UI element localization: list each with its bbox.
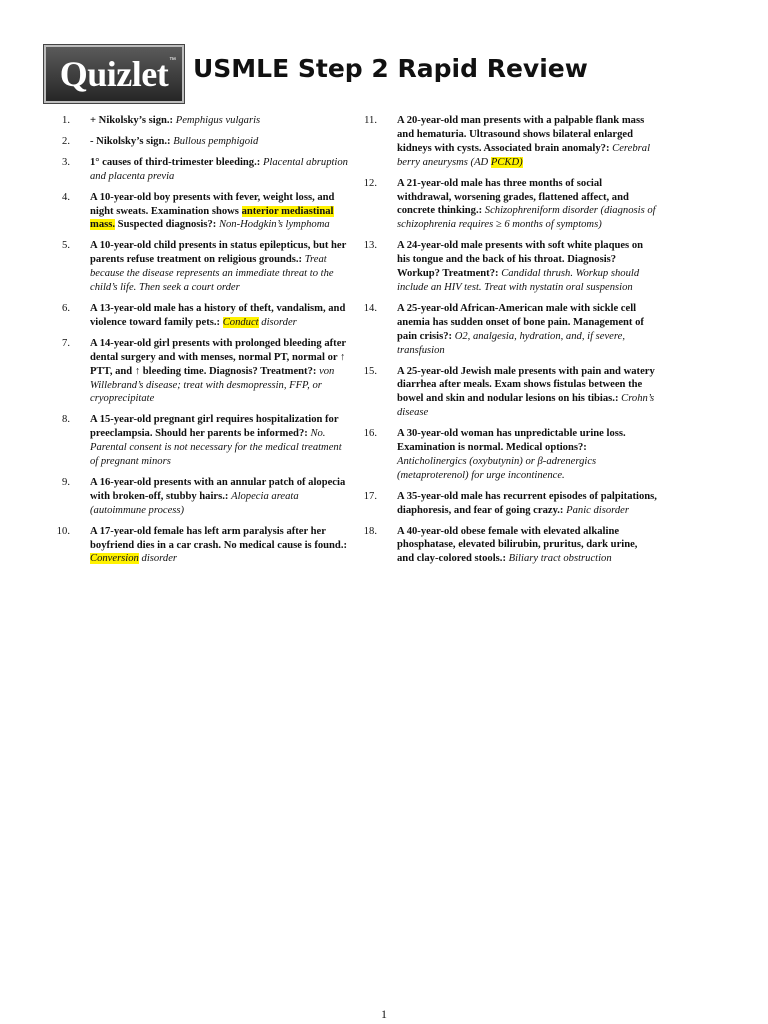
question: A 24-year-old male presents with soft white plaques on his tongue and the back of his throat. Diagnosis? Workup? Treatment?: <box>397 240 644 280</box>
answer: disorder <box>141 553 178 565</box>
question: A 17-year-old female has left arm paralysis after her boyfriend dies in a car crash. No medical cause is found.: <box>90 525 348 551</box>
item-number: 16. <box>363 428 377 440</box>
list-item <box>50 413 350 469</box>
quizlet-logo <box>44 45 184 103</box>
question: A 14-year-old girl presents with prolonged bleeding after dental surgery and with menses, normal PT, normal or ↑ PTT, and ↑ bleeding time. Diagnosis? Treatment?: <box>90 337 346 377</box>
item-number: 7. <box>62 337 70 349</box>
answer-highlight: PCKD) <box>490 156 523 168</box>
question: + Nikolsky’s sign.: <box>90 115 174 126</box>
logo-text: Quizlet <box>59 54 169 94</box>
answer: No. Parental consent is not necessary for the medical treatment of pregnant minors <box>90 428 342 468</box>
list-item <box>50 239 350 295</box>
list-item <box>50 476 350 518</box>
item-number: 11. <box>364 115 377 126</box>
item-number: 6. <box>62 302 70 314</box>
list-item <box>357 365 657 421</box>
question: A 25-year-old African-American male with sickle cell anemia has sudden onset of bone pain. Management of pain crisis?: <box>397 302 644 342</box>
list-item <box>50 156 350 184</box>
answer-highlight: Conduct <box>222 316 259 328</box>
answer: O2, analgesia, hydration, and, if severe, transfusion <box>397 330 625 356</box>
answer: von Willebrand’s disease; treat with desmopressin, FFP, or cryoprecipitate <box>90 365 335 405</box>
list-item <box>50 302 350 330</box>
question: 1° causes of third-trimester bleeding.: <box>90 156 261 168</box>
answer: Cerebral berry aneurysms (AD <box>397 142 651 168</box>
item-number: 3. <box>62 156 70 168</box>
list-item <box>357 177 657 233</box>
item-number: 10. <box>56 525 70 537</box>
answer: Treat because the disease represents an immediate threat to the child’s life. Then seek a court order <box>90 254 334 294</box>
answer: Anticholinergics (oxybutynin) or β-adrenergics (metaproterenol) for urge incontinence. <box>397 455 597 481</box>
list-item <box>50 114 350 128</box>
item-number: 1. <box>62 115 70 126</box>
answer: Placental abruption and placenta previa <box>90 156 348 182</box>
answer: Non-Hodgkin’s lymphoma <box>218 219 330 231</box>
answer: Crohn’s disease <box>397 393 655 419</box>
list-item <box>50 135 350 149</box>
question: A 16-year-old presents with an annular patch of alopecia with broken-off, stubby hairs.: <box>90 476 346 502</box>
question: A 35-year-old male has recurrent episodes of palpitations, diaphoresis, and fear of going crazy.: <box>397 490 657 516</box>
item-number: 15. <box>363 365 377 377</box>
logo-trademark: ™ <box>169 57 176 64</box>
list-item <box>50 525 350 567</box>
item-number: 2. <box>62 135 70 147</box>
answer: Candidal thrush. Workup should include an HIV test. Treat with nystatin oral suspension <box>397 268 640 293</box>
answer-highlight: Conversion <box>90 553 139 565</box>
list-item <box>357 239 657 295</box>
answer: Pemphigus vulgaris <box>175 115 261 126</box>
question-highlight: anterior mediastinal mass. <box>90 205 334 231</box>
list-item <box>50 191 350 233</box>
item-number: 14. <box>363 302 377 314</box>
item-number: 4. <box>62 191 70 203</box>
answer: disorder <box>261 316 297 328</box>
answer: Alopecia areata (autoimmune process) <box>90 490 299 516</box>
item-number: 9. <box>62 476 70 488</box>
answer: Panic disorder <box>566 504 629 516</box>
list-item <box>357 302 657 358</box>
question-continued: Suspected diagnosis?: <box>117 219 217 231</box>
question: A 13-year-old male has a history of theft, vandalism, and violence toward family pets.: <box>90 302 346 328</box>
question: A 21-year-old male has three months of social withdrawal, worsening grades, flattened affect, and concrete thinking.: <box>397 177 629 217</box>
answer: Biliary tract obstruction <box>508 553 612 565</box>
question: A 30-year-old woman has unpredictable urine loss. Examination is normal. Medical options?: <box>397 428 626 454</box>
item-number: 12. <box>363 177 377 189</box>
answer: Schizophreniform disorder (diagnosis of schizophrenia requires ≥ 6 months of symptoms) <box>397 205 656 231</box>
question: A 20-year-old man presents with a palpable flank mass and hematuria. Ultrasound shows bilateral enlarged kidneys with cysts. Associated brain anomaly?: <box>397 115 645 154</box>
qa-list-right <box>357 114 657 573</box>
list-item <box>357 525 657 567</box>
list-item <box>50 337 350 407</box>
qa-list-left <box>50 114 350 573</box>
item-number: 13. <box>363 240 377 252</box>
question: A 10-year-old boy presents with fever, weight loss, and night sweats. Examination shows <box>90 191 335 217</box>
question: A 10-year-old child presents in status epilepticus, but her parents refuse treatment on religious grounds.: <box>90 240 347 266</box>
list-item <box>357 490 657 518</box>
question: A 15-year-old pregnant girl requires hospitalization for preeclampsia. Should her parents be informed?: <box>90 414 339 440</box>
page-number: 1 <box>381 1007 387 1021</box>
page-title: USMLE Step 2 Rapid Review <box>193 54 588 83</box>
question: A 25-year-old Jewish male presents with pain and watery diarrhea after meals. Exam shows fistulas between the bowel and skin and nodular lesions on his tibias.: <box>397 365 655 405</box>
question: - Nikolsky’s sign.: <box>90 135 171 147</box>
item-number: 5. <box>62 240 70 252</box>
item-number: 17. <box>363 490 377 502</box>
item-number: 8. <box>62 414 70 426</box>
item-number: 18. <box>363 525 377 537</box>
list-item <box>357 114 657 170</box>
question: A 40-year-old obese female with elevated alkaline phosphatase, elevated bilirubin, pruritus, dark urine, and clay-colored stools.: <box>397 525 638 565</box>
list-item <box>357 427 657 483</box>
answer: Bullous pemphigoid <box>173 135 259 147</box>
